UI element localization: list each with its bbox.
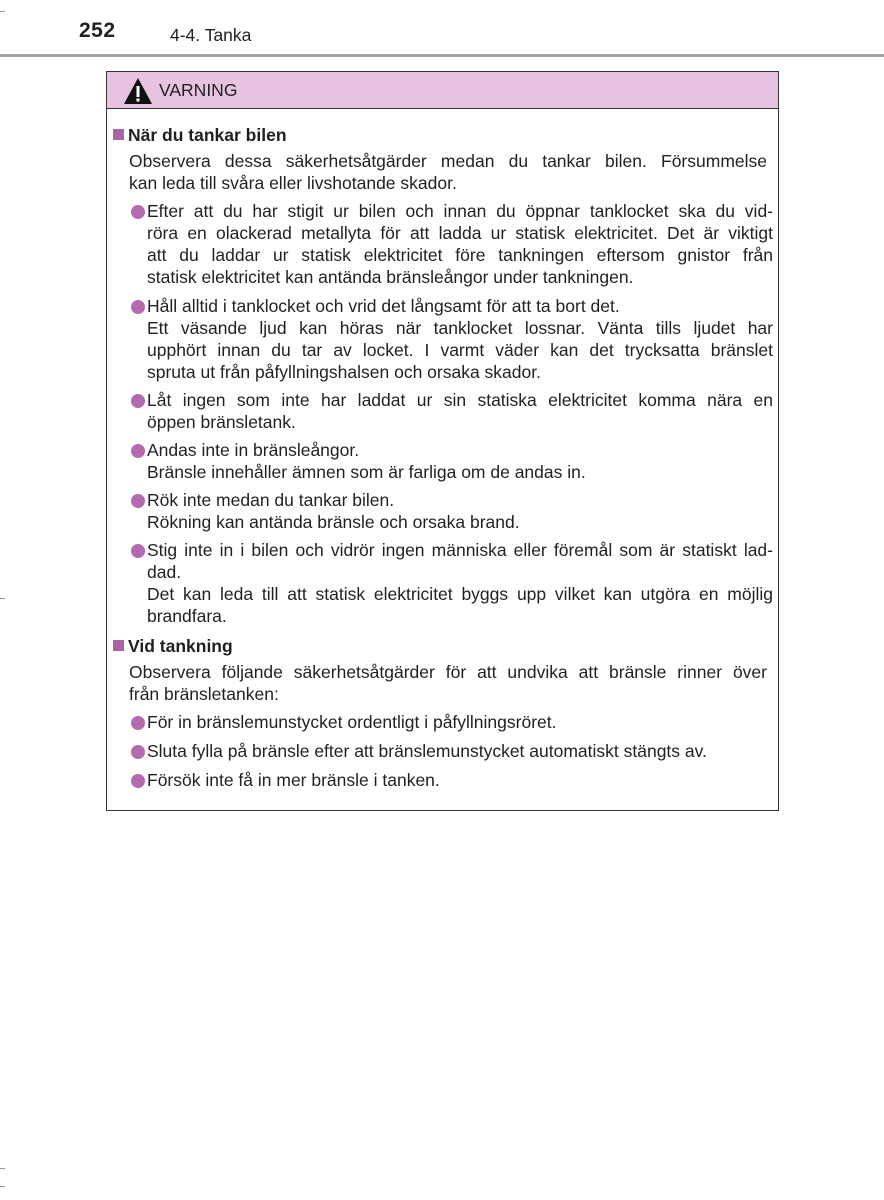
bullet-dot-icon bbox=[131, 716, 145, 730]
bullet-line: röra en olackerad metallyta för att ladda ur statisk elektricitet. Det är viktigt bbox=[147, 223, 773, 243]
bullet-dot-icon bbox=[131, 205, 145, 219]
warning-box bbox=[106, 71, 779, 811]
bullet-line: Bränsle innehåller ämnen som är farliga om de andas in. bbox=[147, 462, 586, 482]
square-bullet-icon bbox=[113, 129, 124, 140]
warning-header bbox=[107, 72, 778, 109]
bullet-dot-icon bbox=[131, 394, 145, 408]
bullet-line: Håll alltid i tanklocket och vrid det långsamt för att ta bort det. bbox=[147, 296, 620, 316]
section-heading-text: Vid tankning bbox=[128, 636, 233, 656]
header-divider bbox=[0, 54, 884, 57]
bullet-dot-icon bbox=[131, 544, 145, 558]
bullet-line: Försök inte få in mer bränsle i tanken. bbox=[147, 770, 440, 790]
bullet-dot-icon bbox=[131, 745, 145, 759]
bullet-line: Stig inte in i bilen och vidrör ingen människa eller föremål som är statiskt lad- bbox=[147, 540, 773, 560]
bullet-line: upphört innan du tar av locket. I varmt väder kan det trycksatta bränslet bbox=[147, 340, 773, 360]
bullet-line: Sluta fylla på bränsle efter att bränslemunstycket automatiskt stängts av. bbox=[147, 741, 707, 761]
bullet-line: För in bränslemunstycket ordentligt i påfyllningsröret. bbox=[147, 712, 557, 732]
bullet-line: brandfara. bbox=[147, 606, 227, 626]
bullet-dot-icon bbox=[131, 494, 145, 508]
paragraph-line: Observera följande säkerhetsåtgärder för att undvika att bränsle rinner över bbox=[129, 662, 767, 682]
bullet-line: spruta ut från påfyllningshalsen och orsaka skador. bbox=[147, 362, 541, 382]
paragraph-line: från bränsletanken: bbox=[129, 684, 279, 704]
bullet-dot-icon bbox=[131, 774, 145, 788]
page-number: 252 bbox=[79, 19, 116, 42]
paragraph-line: Observera dessa säkerhetsåtgärder medan du tankar bilen. Försummelse bbox=[129, 151, 767, 171]
section-title: 4-4. Tanka bbox=[170, 25, 252, 45]
crop-mark bbox=[0, 1168, 5, 1169]
bullet-line: att du laddar ur statisk elektricitet före tankningen eftersom gnistor från bbox=[147, 245, 773, 265]
square-bullet-icon bbox=[113, 640, 124, 651]
crop-mark bbox=[0, 598, 5, 599]
paragraph-line: kan leda till svåra eller livshotande skador. bbox=[129, 173, 457, 193]
bullet-line: Rök inte medan du tankar bilen. bbox=[147, 490, 395, 510]
bullet-dot-icon bbox=[131, 300, 145, 314]
warning-title: VARNING bbox=[159, 79, 238, 100]
bullet-line: dad. bbox=[147, 562, 182, 582]
section-heading bbox=[113, 124, 287, 146]
bullet-line: Ett väsande ljud kan höras när tanklocket lossnar. Vänta tills ljudet har bbox=[147, 318, 773, 338]
warning-triangle-icon bbox=[123, 77, 153, 105]
bullet-line: Efter att du har stigit ur bilen och innan du öppnar tanklocket ska du vid- bbox=[147, 201, 773, 221]
bullet-line: Det kan leda till att statisk elektricitet byggs upp vilket kan utgöra en möjlig bbox=[147, 584, 773, 604]
bullet-line: Andas inte in bränsleångor. bbox=[147, 440, 360, 460]
bullet-line: Rökning kan antända bränsle och orsaka brand. bbox=[147, 512, 520, 532]
bullet-line: öppen bränsletank. bbox=[147, 412, 296, 432]
bullet-line: statisk elektricitet kan antända bränsleångor under tankningen. bbox=[147, 267, 634, 287]
bullet-line: Låt ingen som inte har laddat ur sin statiska elektricitet komma nära en bbox=[147, 390, 773, 410]
bullet-dot-icon bbox=[131, 444, 145, 458]
section-heading bbox=[113, 635, 233, 657]
section-heading-text: När du tankar bilen bbox=[128, 125, 287, 145]
crop-mark bbox=[0, 11, 5, 12]
crop-mark bbox=[0, 1186, 5, 1187]
